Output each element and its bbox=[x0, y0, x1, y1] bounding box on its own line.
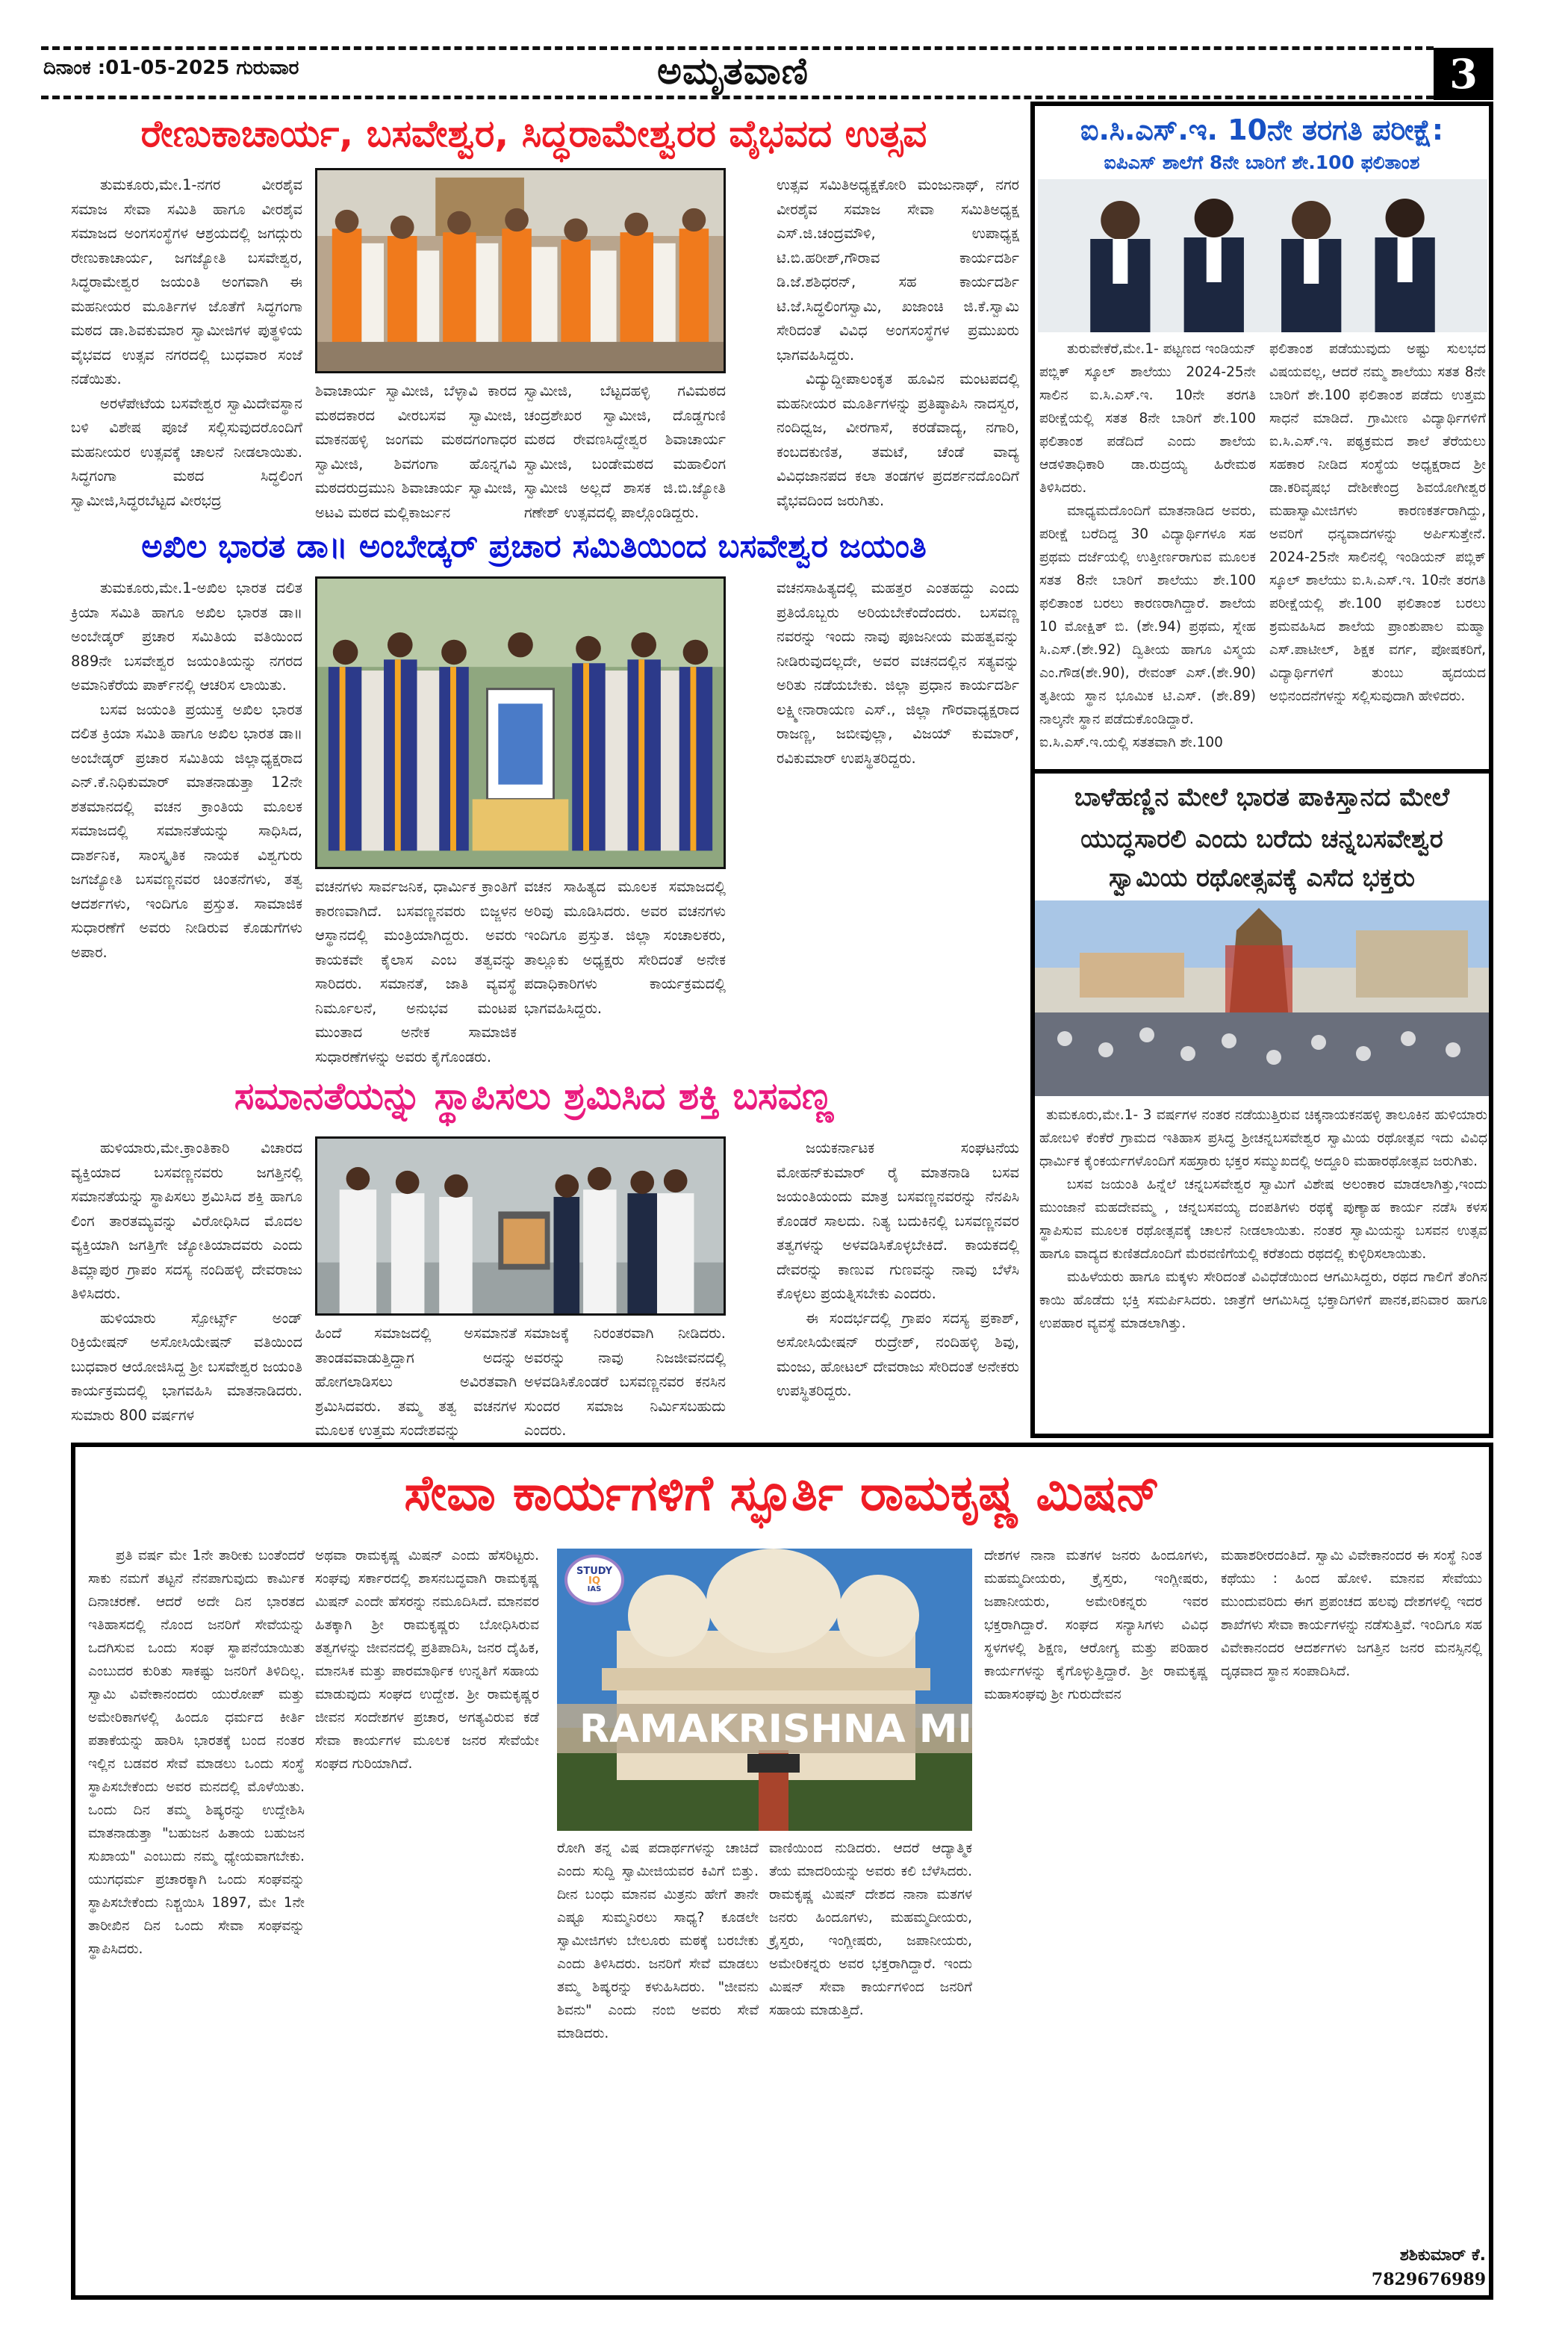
icse-col-1 bbox=[1039, 337, 1256, 763]
chenna-para-3: ಮಹಿಳೆಯರು ಹಾಗೂ ಮಕ್ಕಳು ಸೇರಿದಂತೆ ವಿವಿಧೆಡೆಯಿಂದ ಆಗಮಿಸಿದ್ದರು, ರಥದ ಗಾಲಿಗೆ ತೆಂಗಿನ ಕಾಯಿ ಹೊಡೆದು ಭಕ್ತಿ ಸಮರ್ಪಿಸಿದರು. ಜಾತ್ರೆಗೆ ಆಗಮಿಸಿದ್ದ ಭಕ್ತಾದಿಗಳಿಗೆ ಪಾನಕ,ಪನಿವಾರ ಹಾಗೂ ಉಪಹಾರ ವ್ಯವಸ್ಥೆ ಮಾಡಲಾಗಿತ್ತು. bbox=[1039, 1269, 1487, 1331]
icse-subheadline: ಐಪಿಎಸ್ ಶಾಲೆಗೆ 8ನೇ ಬಾರಿಗೆ ಶೇ.100 ಫಲಿತಾಂಶ bbox=[1104, 152, 1420, 173]
lead-col-2 bbox=[315, 379, 517, 521]
ambedkar-col-4-para: ವಚನಸಾಹಿತ್ಯದಲ್ಲಿ ಮಹತ್ತರ ಎಂತಹದ್ದು ಎಂದು ಪ್ರತಿಯೊಬ್ಬರು ಅರಿಯಬೇಕೆಂದೆಂದರು. ಬಸವಣ್ಣ ನವರನ್ನು ಇಂದು ನಾವು ಪೂಜನೀಯ ಮಹತ್ವವನ್ನು ನೀಡಿರುವುದಲ್ಲದೇ, ಅವರ ವಚನದಲ್ಲಿನ ಸತ್ಯವನ್ನು ಅರಿತು ನಡೆಯಬೇಕು. ಜಿಲ್ಲಾ ಪ್ರಧಾನ ಕಾರ್ಯದರ್ಶಿ ಲಕ್ಷ್ಮೀನಾರಾಯಣ ಎಸ್., ಜಿಲ್ಲಾ ಗೌರವಾಧ್ಯಕ್ಷರಾದ ರಾಜಣ್ಣ, ಜಬೀವುಲ್ಲಾ, ವಿಜಯ್ ಕುಮಾರ್, ರವಿಕುಮಾರ್ ಉಪಸ್ಥಿತರಿದ್ದರು. bbox=[777, 579, 1019, 767]
header-bottom-rule bbox=[41, 96, 1434, 99]
basavanna-col-4-para-1: ಜಯಕರ್ನಾಟಕ ಸಂಘಟನೆಯ ಮೋಹನ್‌ಕುಮಾರ್ ರೈ ಮಾತನಾಡಿ ಬಸವ ಜಯಂತಿಯಂದು ಮಾತ್ರ ಬಸವಣ್ಣನವರನ್ನು ನೆನಪಿಸಿ ಕೊಂಡರೆ ಸಾಲದು. ನಿತ್ಯ ಬದುಕಿನಲ್ಲಿ ಬಸವಣ್ಣನವರ ತತ್ವಗಳನ್ನು ಅಳವಡಿಸಿಕೊಳ್ಳಬೇಕಿದೆ. ಕಾಯಕದಲ್ಲಿ ದೇವರನ್ನು ಕಾಣುವ ಗುಣವನ್ನು ನಾವು ಬೆಳೆಸಿ ಕೊಳ್ಳಲು ಪ್ರಯತ್ನಿಸಬೇಕು ಎಂದರು. bbox=[777, 1139, 1019, 1302]
chenna-para-1: ತುಮಕೂರು,ಮೇ.1- 3 ವರ್ಷಗಳ ನಂತರ ನಡೆಯುತ್ತಿರುವ ಚಿಕ್ಕನಾಯಕನಹಳ್ಳಿ ತಾಲೂಕಿನ ಹುಳಿಯಾರು ಹೋಬಳಿ ಕೆಂಕೆರೆ ಗ್ರಾಮದ ಇತಿಹಾಸ ಪ್ರಸಿದ್ಧ ಶ್ರೀಚನ್ನಬಸವೇಶ್ವರ ಸ್ವಾಮಿಯ ರಥೋತ್ಸವ ಇದು ವಿವಿಧ ಧಾರ್ಮಿಕ ಕೈಂಕರ್ಯಗಳೊಂದಿಗೆ ಸಹಸ್ರಾರು ಭಕ್ತರ ಸಮ್ಮುಖದಲ್ಲಿ ಅದ್ದೂರಿ ಮಹಾರಥೋತ್ಸವ ಜರುಗಿತು. bbox=[1039, 1107, 1487, 1169]
ambedkar-col-1 bbox=[71, 576, 302, 1054]
logo-iq: IQ bbox=[588, 1575, 600, 1587]
ambedkar-col-4 bbox=[777, 576, 1019, 1054]
basavanna-event-photo bbox=[317, 1139, 724, 1313]
chenna-body bbox=[1039, 1104, 1487, 1432]
lead-col-1-para-2: ಅರಳೆಪೇಟೆಯ ಬಸವೇಶ್ವರ ಸ್ವಾಮಿದೇವಸ್ಥಾನ ಬಳಿ ವಿಶೇಷ ಪೂಜೆ ಸಲ್ಲಿಸುವುದರೊಂದಿಗೆ ಮಹನೀಯರ ಉತ್ಸವಕ್ಕೆ ಚಾಲನೆ ನೀಡಲಾಯಿತು. ಸಿದ್ಧಗಂಗಾ ಮಠದ ಸಿದ್ಧಲಿಂಗ ಸ್ವಾಮೀಜಿ,ಸಿದ್ಧರಬೆಟ್ಟದ ವೀರಭದ್ರ bbox=[71, 394, 302, 509]
ambedkar-headline: ಅಖಿಲ ಭಾರತ ಡಾ॥ ಅಂಬೇಡ್ಕರ್ ಪ್ರಚಾರ ಸಮಿತಿಯಿಂದ ಬಸವೇಶ್ವರ ಜಯಂತಿ bbox=[141, 528, 927, 565]
rk-phone: 7829676989 bbox=[1371, 2270, 1486, 2289]
issue-date: ದಿನಾಂಕ :01-05-2025 ಗುರುವಾರ bbox=[43, 57, 299, 79]
rk-col-2 bbox=[315, 1544, 539, 2291]
lead-col-2-para: ಶಿವಾಚಾರ್ಯ ಸ್ವಾಮೀಜಿ, ಬೆಳ್ಳಾವಿ ಕಾರದ ಮಠದಕಾರದ ವೀರಬಸವ ಸ್ವಾಮೀಜಿ, ಮಾಕನಹಳ್ಳಿ ಜಂಗಮ ಮಠದಗಂಗಾಧರ ಸ್ವಾಮೀಜಿ, ಶಿವಗಂಗಾ ಹೊನ್ನಗವಿ ಮಠದರುದ್ರಮುನಿ ಶಿವಾಚಾರ್ಯ ಸ್ವಾಮೀಜಿ, ಅಟವಿ ಮಠದ ಮಲ್ಲಿಕಾರ್ಜುನ bbox=[315, 382, 517, 521]
page-number: 3 bbox=[1434, 48, 1493, 100]
ramakrishna-image-banner: RAMAKRISHNA MISSION bbox=[579, 1707, 1107, 1752]
ambedkar-col-1-para-1: ತುಮಕೂರು,ಮೇ.1-ಅಖಿಲ ಭಾರತ ದಲಿತ ಕ್ರಿಯಾ ಸಮಿತಿ ಹಾಗೂ ಅಖಿಲ ಭಾರತ ಡಾ॥ ಅಂಬೇಡ್ಕರ್ ಪ್ರಚಾರ ಸಮಿತಿಯ ವತಿಯಿಂದ 889ನೇ ಬಸವೇಶ್ವರ ಜಯಂತಿಯನ್ನು ನಗರದ ಅಮಾನಿಕೆರೆಯ ಪಾರ್ಕ್‌ನಲ್ಲಿ ಆಚರಿಸ ಲಾಯಿತು. bbox=[71, 579, 302, 694]
basavanna-col-2-para: ಹಿಂದೆ ಸಮಾಜದಲ್ಲಿ ಅಸಮಾನತೆ ತಾಂಡವವಾಡುತ್ತಿದ್ದಾಗ ಅದನ್ನು ಹೋಗಲಾಡಿಸಲು ಅವಿರತವಾಗಿ ಶ್ರಮಿಸಿದವರು. ತಮ್ಮ ತತ್ವ ವಚನಗಳ ಮೂಲಕ ಉತ್ತಮ ಸಂದೇಶವನ್ನು bbox=[315, 1325, 517, 1439]
basavanna-col-1-para-1: ಹುಳಿಯಾರು,ಮೇ.ಕ್ರಾಂತಿಕಾರಿ ವಿಚಾರದ ವ್ಯಕ್ತಿಯಾದ ಬಸವಣ್ಣನವರು ಜಗತ್ತಿನಲ್ಲಿ ಸಮಾನತೆಯನ್ನು ಸ್ಥಾಪಿಸಲು ಶ್ರಮಿಸಿದ ಶಕ್ತಿ ಹಾಗೂ ಲಿಂಗ ತಾರತಮ್ಯವನ್ನು ವಿರೋಧಿಸಿದ ಮೊದಲ ವ್ಯಕ್ತಿಯಾಗಿ ಜಗತ್ತಿಗೇ ಜ್ಯೋತಿಯಾದವರು ಎಂದು ತಿಮ್ಲಾಪುರ ಗ್ರಾಪಂ ಸದಸ್ಯ ನಂದಿಹಳ್ಳಿ ದೇವರಾಜು ತಿಳಿಸಿದರು. bbox=[71, 1139, 302, 1302]
icse-col-1-para-2: ಮಾಧ್ಯಮದೊಂದಿಗೆ ಮಾತನಾಡಿದ ಅವರು, ಪರೀಕ್ಷೆ ಬರೆದಿದ್ದ 30 ವಿದ್ಯಾರ್ಥಿಗಳೂ ಸಹ ಪ್ರಥಮ ದರ್ಜೆಯಲ್ಲಿ ಉತ್ತೀರ್ಣರಾಗುವ ಮೂಲಕ ಸತತ 8ನೇ ಬಾರಿಗೆ ಶಾಲೆಯು ಶೇ.100 ಫಲಿತಾಂಶ ಬರಲು ಕಾರಣರಾಗಿದ್ದಾರೆ. ಶಾಲೆಯ 10 ಮೋಕ್ಷಿತ್ ಬಿ. (ಶೇ.94) ಪ್ರಥಮ, ಸ್ನೇಹ ಸಿ.ಎಸ್.(ಶೇ.92) ದ್ವಿತೀಯ ಹಾಗೂ ವಿಸ್ಮಯ ಎಂ.ಗೌಡ(ಶೇ.90), ರೇವಂತ್ ಎಸ್.(ಶೇ.90) ತೃತೀಯ ಸ್ಥಾನ ಭೂಮಿಕ ಟಿ.ಎಸ್. (ಶೇ.89) ನಾಲ್ಕನೇ ಸ್ಥಾನ ಪಡೆದುಕೊಂಡಿದ್ದಾರೆ. bbox=[1039, 503, 1256, 727]
masthead: ಅಮೃತವಾಣಿ bbox=[657, 49, 809, 93]
ambedkar-col-2 bbox=[315, 875, 517, 1065]
chariot-festival-photo bbox=[1035, 900, 1489, 1096]
lead-col-4-para-2: ವಿದ್ಯುದ್ದೀಪಾಲಂಕೃತ ಹೂವಿನ ಮಂಟಪದಲ್ಲಿ ಮಹನೀಯರ ಮೂರ್ತಿಗಳನ್ನು ಪ್ರತಿಷ್ಠಾಪಿಸಿ ನಾದಸ್ವರ, ನಂದಿಧ್ವಜ, ವೀರಗಾಸೆ, ಕರಡೆವಾದ್ಯ, ನಗಾರಿ, ಕಂಬದಕುಣಿತ, ತಮಟೆ, ಚೆಂಡೆ ವಾದ್ಯ ವಿವಿಧಜಾನಪದ ಕಲಾ ತಂಡಗಳ ಪ್ರದರ್ಶನದೊಂದಿಗೆ ವೈಭವದಿಂದ ಜರುಗಿತು. bbox=[777, 370, 1019, 509]
rk-col-2-para: ಅಥವಾ ರಾಮಕೃಷ್ಣ ಮಿಷನ್ ಎಂದು ಹೆಸರಿಟ್ಟರು. ಸಂಘವು ಸರ್ಕಾರದಲ್ಲಿ ಶಾಸನಬದ್ಧವಾಗಿ ರಾಮಕೃಷ್ಣ ಮಿಷನ್ ಎಂದೇ ಹೆಸರನ್ನು ನಮೂದಿಸಿದೆ. ಮಾನವರ ಹಿತಕ್ಕಾಗಿ ಶ್ರೀ ರಾಮಕೃಷ್ಣರು ಬೋಧಿಸಿರುವ ತತ್ವಗಳನ್ನು ಜೀವನದಲ್ಲಿ ಪ್ರತಿಪಾದಿಸಿ, ಜನರ ದೈಹಿಕ, ಮಾನಸಿಕ ಮತ್ತು ಪಾರಮಾರ್ಥಿಕ ಉನ್ನತಿಗೆ ಸಹಾಯ ಮಾಡುವುದು ಸಂಘದ ಉದ್ದೇಶ. ಶ್ರೀ ರಾಮಕೃಷ್ಣರ ಜೀವನ ಸಂದೇಶಗಳ ಪ್ರಚಾರ, ಅಗತ್ಯವಿರುವ ಕಡೆ ಸೇವಾ ಕಾರ್ಯಗಳ ಮೂಲಕ ಜನರ ಸೇವೆಯೇ ಸಂಘದ ಗುರಿಯಾಗಿದೆ. bbox=[315, 1548, 539, 1772]
rk-col-4 bbox=[769, 1837, 972, 2291]
rk-col-6-para: ಮಹಾಶರೀರದಂತಿದೆ. ಸ್ವಾಮಿ ವಿವೇಕಾನಂದರ ಈ ಸಂಸ್ಥೆ ನಿಂತ ಕಥೆಯು : ಹಿಂದ ಹೋಳಿ. ಮಾನವ ಸೇವೆಯು ಮುಂದುವರಿದು ಈಗ ಪ್ರಪಂಚದ ಹಲವು ದೇಶಗಳಲ್ಲಿ ಇದರ ಶಾಖೆಗಳು ಸೇವಾ ಕಾರ್ಯಗಳನ್ನು ನಡೆಸುತ್ತಿವೆ. ಇಂದಿಗೂ ಸಹ ವಿವೇಕಾನಂದರ ಆದರ್ಶಗಳು ಜಗತ್ತಿನ ಜನರ ಮನಸ್ಸಿನಲ್ಲಿ ದೃಢವಾದ ಸ್ಥಾನ ಸಂಪಾದಿಸಿದೆ. bbox=[1221, 1548, 1482, 1679]
rk-col-1-para: ಪ್ರತಿ ವರ್ಷ ಮೇ 1ನೇ ತಾರೀಕು ಬಂತೆಂದರೆ ಸಾಕು ನಮಗೆ ತಟ್ಟನೆ ನೆನಪಾಗುವುದು ಕಾರ್ಮಿಕ ದಿನಾಚರಣೆ. ಆದರೆ ಅದೇ ದಿನ ಭಾರತದ ಇತಿಹಾಸದಲ್ಲಿ ನೊಂದ ಜನರಿಗೆ ಸೇವೆಯನ್ನು ಒದಗಿಸುವ ಒಂದು ಸಂಘ ಸ್ಥಾಪನೆಯಾಯಿತು ಎಂಬುದರ ಕುರಿತು ಸಾಕಷ್ಟು ಜನರಿಗೆ ತಿಳಿದಿಲ್ಲ. ಸ್ವಾಮಿ ವಿವೇಕಾನಂದರು ಯುರೋಪ್ ಮತ್ತು ಅಮೇರಿಕಾಗಳಲ್ಲಿ ಹಿಂದೂ ಧರ್ಮದ ಕೀರ್ತಿ ಪತಾಕೆಯನ್ನು ಹಾರಿಸಿ ಭಾರತಕ್ಕೆ ಬಂದ ನಂತರ ಇಲ್ಲಿನ ಬಡವರ ಸೇವೆ ಮಾಡಲು ಒಂದು ಸಂಸ್ಥೆ ಸ್ಥಾಪಿಸಬೇಕೆಂದು ಅವರ ಮನದಲ್ಲಿ ಮೊಳೆಯಿತು. ಒಂದು ದಿನ ತಮ್ಮ ಶಿಷ್ಯರನ್ನು ಉದ್ದೇಶಿಸಿ ಮಾತನಾಡುತ್ತಾ "ಬಹುಜನ ಹಿತಾಯ ಬಹುಜನ ಸುಖಾಯ" ಎಂಬುದು ನಮ್ಮ ಧ್ಯೇಯವಾಗಬೇಕು. ಯುಗಧರ್ಮ ಪ್ರಚಾರಕ್ಕಾಗಿ ಒಂದು ಸಂಘವನ್ನು ಸ್ಥಾಪಿಸಬೇಕೆಂದು ನಿಶ್ಚಯಿಸಿ 1897, ಮೇ 1ನೇ ತಾರೀಖಿನ ದಿನ ಒಂದು ಸೇವಾ ಸಂಘವನ್ನು ಸ್ಥಾಪಿಸಿದರು. bbox=[88, 1548, 305, 1957]
icse-headline: ಐ.ಸಿ.ಎಸ್.ಇ. 10ನೇ ತರಗತಿ ಪರೀಕ್ಷೆ: bbox=[1080, 113, 1444, 146]
ambedkar-col-2-para: ವಚನಗಳು ಸಾರ್ವಜನಿಕ, ಧಾರ್ಮಿಕ ಕ್ರಾಂತಿಗೆ ಕಾರಣವಾಗಿದೆ. ಬಸವಣ್ಣನವರು ಬಿಜ್ಜಳನ ಆಸ್ಥಾನದಲ್ಲಿ ಮಂತ್ರಿಯಾಗಿದ್ದರು. ಅವರು ಕಾಯಕವೇ ಕೈಲಾಸ ಎಂಬ ತತ್ವವನ್ನು ಸಾರಿದರು. ಸಮಾನತೆ, ಜಾತಿ ವ್ಯವಸ್ಥೆ ನಿರ್ಮೂಲನೆ, ಅನುಭವ ಮಂಟಪ ಮುಂತಾದ ಅನೇಕ ಸಾಮಾಜಿಕ ಸುಧಾರಣೆಗಳನ್ನು ಅವರು ಕೈಗೊಂಡರು. bbox=[315, 878, 517, 1065]
basavanna-photo bbox=[315, 1136, 726, 1316]
lead-col-1 bbox=[71, 173, 302, 509]
lead-col-4 bbox=[777, 173, 1019, 509]
logo-ias: IAS bbox=[587, 1585, 602, 1593]
ambedkar-photo bbox=[315, 576, 726, 869]
ambedkar-col-3 bbox=[524, 875, 726, 1054]
studyiq-logo bbox=[564, 1555, 624, 1605]
rk-col-1 bbox=[88, 1544, 305, 2291]
icse-students-photo bbox=[1038, 179, 1487, 332]
lead-col-3 bbox=[524, 379, 726, 521]
lead-photo bbox=[315, 168, 726, 373]
lead-col-4-para-1: ಉತ್ಸವ ಸಮಿತಿಅಧ್ಯಕ್ಷಕೋರಿ ಮಂಜುನಾಥ್, ನಗರ ವೀರಶೈವ ಸಮಾಜ ಸೇವಾ ಸಮಿತಿಅಧ್ಯಕ್ಷ ಎಸ್.ಜಿ.ಚಂದ್ರಮೌಳಿ, ಉಪಾಧ್ಯಕ್ಷ ಟಿ.ಬಿ.ಹರೀಶ್,ಗೌರಾವ ಕಾರ್ಯದರ್ಶಿ ಡಿ.ಜೆ.ಶಶಿಧರನ್, ಸಹ ಕಾರ್ಯದರ್ಶಿ ಟಿ.ಜೆ.ಸಿದ್ಧಲಿಂಗಸ್ವಾಮಿ, ಖಜಾಂಚಿ ಜಿ.ಕೆ.ಸ್ವಾಮಿ ಸೇರಿದಂತೆ ವಿವಿಧ ಅಂಗಸಂಸ್ಥೆಗಳ ಪ್ರಮುಖರು ಭಾಗವಹಿಸಿದ್ದರು. bbox=[777, 176, 1019, 364]
right-box-divider bbox=[1030, 769, 1493, 774]
icse-col-2-para: ಫಲಿತಾಂಶ ಪಡೆಯುವುದು ಅಷ್ಟು ಸುಲಭದ ವಿಷಯವಲ್ಲ, ಆದರೆ ನಮ್ಮ ಶಾಲೆಯು ಸತತ 8ನೇ ಬಾರಿಗೆ ಶೇ.100 ಫಲಿತಾಂಶ ಪಡೆದು ಉತ್ತಮ ಸಾಧನೆ ಮಾಡಿದೆ. ಗ್ರಾಮೀಣ ವಿದ್ಯಾರ್ಥಿಗಳಿಗೆ ಐ.ಸಿ.ಎಸ್.ಇ. ಪಠ್ಯಕ್ರಮದ ಶಾಲೆ ತೆರೆಯಲು ಸಹಕಾರ ನೀಡಿದ ಸಂಸ್ಥೆಯ ಅಧ್ಯಕ್ಷರಾದ ಶ್ರೀ ಡಾ.ಕರಿವೃಷಭ ದೇಶೀಕೇಂದ್ರ ಶಿವಯೋಗೀಶ್ವರ ಮಹಾಸ್ವಾಮೀಜಿಗಳು ಕಾರಣಕರ್ತರಾಗಿದ್ದು, ಅವರಿಗೆ ಧನ್ಯವಾದಗಳನ್ನು ಅರ್ಪಿಸುತ್ತೇನೆ. 2024-25ನೇ ಸಾಲಿನಲ್ಲಿ ಇಂಡಿಯನ್ ಪಬ್ಲಿಕ್ ಸ್ಕೂಲ್ ಶಾಲೆಯು ಐ.ಸಿ.ಎಸ್.ಇ. 10ನೇ ತರಗತಿ ಪರೀಕ್ಷೆಯಲ್ಲಿ ಶೇ.100 ಫಲಿತಾಂಶ ಬರಲು ಶ್ರಮವಹಿಸಿದ ಶಾಲೆಯ ಪ್ರಾಂಶುಪಾಲ ಮಹ್ಮಾ ಎಸ್.ಪಾಟೀಲ್, ಶಿಕ್ಷಕ ವರ್ಗ, ಪೋಷಕರಿಗೆ, ವಿದ್ಯಾರ್ಥಿಗಳಿಗೆ ತುಂಬು ಹೃದಯದ ಅಭಿನಂದನೆಗಳನ್ನು ಸಲ್ಲಿಸುವುದಾಗಿ ಹೇಳಿದರು. bbox=[1269, 341, 1486, 704]
chenna-headline-line-3: ಸ್ವಾಮಿಯ ರಥೋತ್ಸವಕ್ಕೆ ಎಸೆದ ಭಕ್ತರು bbox=[1109, 863, 1415, 893]
basavanna-col-3 bbox=[524, 1322, 726, 1439]
toppers-photo bbox=[1038, 179, 1487, 332]
basavanna-col-4-para-2: ಈ ಸಂದರ್ಭದಲ್ಲಿ ಗ್ರಾಪಂ ಸದಸ್ಯ ಪ್ರಕಾಶ್, ಅಸೋಸಿಯೇಷನ್ ರುದ್ರೇಶ್, ನಂದಿಹಳ್ಳಿ ಶಿವು, ಮಂಜು, ಹೋಟಲ್ ದೇವರಾಜು ಸೇರಿದಂತೆ ಅನೇಕರು ಉಪಸ್ಥಿತರಿದ್ದರು. bbox=[777, 1309, 1019, 1399]
ramakrishna-headline: ಸೇವಾ ಕಾರ್ಯಗಳಿಗೆ ಸ್ಫೂರ್ತಿ ರಾಮಕೃಷ್ಣ ಮಿಷನ್ bbox=[404, 1464, 1160, 1522]
lead-col-3-para: ಸ್ವಾಮೀಜಿ, ಬೆಟ್ಟದಹಳ್ಳಿ ಗವಿಮಠದ ಚಂದ್ರಶೇಖರ ಸ್ವಾಮೀಜಿ, ದೊಡ್ಡಗುಣಿ ಮಠದ ರೇವಣಸಿದ್ದೇಶ್ವರ ಶಿವಾಚಾರ್ಯ ಸ್ವಾಮೀಜಿ, ಬಂಡೇಮಠದ ಮಹಾಲಿಂಗ ಸ್ವಾಮೀಜಿ ಅಲ್ಲದೆ ಶಾಸಕ ಜಿ.ಬಿ.ಜ್ಯೋತಿ ಗಣೇಶ್ ಉತ್ಸವದಲ್ಲಿ ಪಾಲ್ಗೊಂಡಿದ್ದರು. bbox=[524, 382, 726, 521]
basavanna-headline: ಸಮಾನತೆಯನ್ನು ಸ್ಥಾಪಿಸಲು ಶ್ರಮಿಸಿದ ಶಕ್ತಿ ಬಸವಣ್ಣ bbox=[234, 1074, 834, 1118]
ambedkar-col-1-para-2: ಬಸವ ಜಯಂತಿ ಪ್ರಯುಕ್ತ ಅಖಿಲ ಭಾರತ ದಲಿತ ಕ್ರಿಯಾ ಸಮಿತಿ ಹಾಗೂ ಅಖಿಲ ಭಾರತ ಡಾ॥ ಅಂಬೇಡ್ಕರ್ ಪ್ರಚಾರ ಸಮಿತಿಯ ಜಿಲ್ಲಾಧ್ಯಕ್ಷರಾದ ಎನ್.ಕೆ.ನಿಧಿಕುಮಾರ್ ಮಾತನಾಡುತ್ತಾ 12ನೇ ಶತಮಾನದಲ್ಲಿ ವಚನ ಕ್ರಾಂತಿಯ ಮೂಲಕ ಸಮಾಜದಲ್ಲಿ ಸಮಾನತೆಯನ್ನು ಸಾಧಿಸಿದ, ದಾರ್ಶನಿಕ, ಸಾಂಸ್ಕೃತಿಕ ನಾಯಕ ವಿಶ್ವಗುರು ಜಗಜ್ಯೋತಿ ಬಸವಣ್ಣನವರ ಚಿಂತನೆಗಳು, ತತ್ವ ಆದರ್ಶಗಳು, ಇಂದಿಗೂ ಪ್ರಸ್ತುತ. ಸಾಮಾಜಿಕ ಸುಧಾರಣೆಗೆ ಅವರು ನೀಡಿರುವ ಕೊಡುಗೆಗಳು ಅಪಾರ. bbox=[71, 700, 302, 961]
logo-study: STUDY bbox=[576, 1566, 613, 1577]
lead-headline: ರೇಣುಕಾಚಾರ್ಯ, ಬಸವೇಶ್ವರ, ಸಿದ್ಧರಾಮೇಶ್ವರರ ವೈಭವದ ಉತ್ಸವ bbox=[140, 112, 927, 155]
basavanna-col-1-para-2: ಹುಳಿಯಾರು ಸ್ಪೋರ್ಟ್ಸ್ ಅಂಡ್ ರಿಕ್ರಿಯೇಷನ್ ಅಸೋಸಿಯೇಷನ್ ವತಿಯಿಂದ ಬುಧವಾರ ಆಯೋಜಿಸಿದ್ದ ಶ್ರೀ ಬಸವೇಶ್ವರ ಜಯಂತಿ ಕಾರ್ಯಕ್ರಮದಲ್ಲಿ ಭಾಗವಹಿಸಿ ಮಾತನಾಡಿದರು. ಸುಮಾರು 800 ವರ್ಷಗಳ bbox=[71, 1309, 302, 1424]
rk-col-3 bbox=[557, 1837, 759, 2291]
ambedkar-col-3-para: ವಚನ ಸಾಹಿತ್ಯದ ಮೂಲಕ ಸಮಾಜದಲ್ಲಿ ಅರಿವು ಮೂಡಿಸಿದರು. ಅವರ ವಚನಗಳು ಇಂದಿಗೂ ಪ್ರಸ್ತುತ. ಜಿಲ್ಲಾ ಸಂಚಾಲಕರು, ತಾಲ್ಲೂಕು ಅಧ್ಯಕ್ಷರು ಸೇರಿದಂತೆ ಅನೇಕ ಪದಾಧಿಕಾರಿಗಳು ಕಾರ್ಯಕ್ರಮದಲ್ಲಿ ಭಾಗವಹಿಸಿದ್ದರು. bbox=[524, 878, 726, 1017]
icse-col-2 bbox=[1269, 337, 1486, 763]
jayanti-group-photo bbox=[317, 579, 724, 867]
basavanna-col-1 bbox=[71, 1136, 302, 1435]
rk-author: ಶಶಿಕುಮಾರ್ ಕೆ. bbox=[1399, 2246, 1486, 2265]
icse-col-1-para-1: ತುರುವೇಕೆರೆ,ಮೇ.1- ಪಟ್ಟಣದ ಇಂಡಿಯನ್ ಪಬ್ಲಿಕ್ ಸ್ಕೂಲ್ ಶಾಲೆಯು 2024-25ನೇ ಸಾಲಿನ ಐ.ಸಿ.ಎಸ್.ಇ. 10ನೇ ತರಗತಿ ಪರೀಕ್ಷೆಯಲ್ಲಿ ಸತತ 8ನೇ ಬಾರಿಗೆ ಶೇ.100 ಫಲಿತಾಂಶ ಪಡೆದಿದೆ ಎಂದು ಶಾಲೆಯ ಆಡಳಿತಾಧಿಕಾರಿ ಡಾ.ರುದ್ರಯ್ಯ ಹಿರೇಮಠ ತಿಳಿಸಿದರು. bbox=[1039, 341, 1256, 496]
icse-col-1-para-3: ಐ.ಸಿ.ಎಸ್.ಇ.ಯಲ್ಲಿ ಸತತವಾಗಿ ಶೇ.100 bbox=[1039, 735, 1223, 750]
lead-col-1-para-1: ತುಮಕೂರು,ಮೇ.1-ನಗರ ವೀರಶೈವ ಸಮಾಜ ಸೇವಾ ಸಮಿತಿ ಹಾಗೂ ವೀರಶೈವ ಸಮಾಜದ ಅಂಗಸಂಸ್ಥೆಗಳ ಆಶ್ರಯದಲ್ಲಿ ಜಗದ್ಗುರು ರೇಣುಕಾಚಾರ್ಯ, ಜಗಜ್ಯೋತಿ ಬಸವೇಶ್ವರ, ಸಿದ್ಧರಾಮೇಶ್ವರ ಜಯಂತಿ ಅಂಗವಾಗಿ ಈ ಮಹನೀಯರ ಮೂರ್ತಿಗಳ ಜೊತೆಗೆ ಸಿದ್ಧಗಂಗಾ ಮಠದ ಡಾ.ಶಿವಕುಮಾರ ಸ್ವಾಮೀಜಿಗಳ ಪುತ್ಥಳಿಯ ವೈಭವದ ಉತ್ಸವ ನಗರದಲ್ಲಿ ಬುಧವಾರ ಸಂಜೆ ನಡೆಯಿತು. bbox=[71, 176, 302, 388]
basavanna-col-3-para: ಸಮಾಜಕ್ಕೆ ನಿರಂತರವಾಗಿ ನೀಡಿದರು. ಅವರನ್ನು ನಾವು ನಿಜಜೀವನದಲ್ಲಿ ಅಳವಡಿಸಿಕೊಂಡರೆ ಬಸವಣ್ಣನವರ ಕನಸಿನ ಸುಂದರ ಸಮಾಜ ನಿರ್ಮಿಸಬಹುದು ಎಂದರು. bbox=[524, 1325, 726, 1439]
rk-col-3-para: ರೋಗಿ ತನ್ನ ವಿಷ ಪದಾರ್ಥಗಳನ್ನು ಚಾಚಿದೆ ಎಂದು ಸುದ್ದಿ ಸ್ವಾಮೀಜಿಯವರ ಕಿವಿಗೆ ಬಿತ್ತು. ದೀನ ಬಂಧು ಮಾನವ ಮಿತ್ರನು ಹೇಗೆ ತಾನೇ ಎಷ್ಟೂ ಸುಮ್ಮನಿರಲು ಸಾಧ್ಯ? ಕೂಡಲೇ ಸ್ವಾಮೀಜಿಗಳು ಬೇಲೂರು ಮಠಕ್ಕೆ ಬರಬೇಕು ಎಂದು ತಿಳಿಸಿದರು. ಜನರಿಗೆ ಸೇವೆ ಮಾಡಲು ತಮ್ಮ ಶಿಷ್ಯರನ್ನು ಕಳುಹಿಸಿದರು. "ಜೀವನು ಶಿವನು" ಎಂದು ನಂಬಿ ಅವರು ಸೇವೆ ಮಾಡಿದರು. bbox=[557, 1841, 759, 2041]
chenna-para-2: ಬಸವ ಜಯಂತಿ ಹಿನ್ನೆಲೆ ಚನ್ನಬಸವೇಶ್ವರ ಸ್ವಾಮಿಗೆ ವಿಶೇಷ ಅಲಂಕಾರ ಮಾಡಲಾಗಿತ್ತು,ಇಂದು ಮುಂಜಾನೆ ಮಹದೇವಮ್ಮ , ಚನ್ನಬಸವಯ್ಯ ದಂಪತಿಗಳು ರಥಕ್ಕೆ ಪುಣ್ಯಾಹ ಕಾರ್ಯ ನಡೆಸಿ ಕಳಸ ಸ್ಥಾಪಿಸುವ ಮೂಲಕ ರಥೋತ್ಸವಕ್ಕೆ ಚಾಲನೆ ನೀಡಲಾಯಿತು. ನಂತರ ಸ್ವಾಮಿಯನ್ನು ಬಸವನ ಉತ್ಸವ ಹಾಗೂ ವಾದ್ಯದ ಕುಣಿತದೊಂದಿಗೆ ಮೆರವಣಿಗೆಯಲ್ಲಿ ಕರೆತಂದು ರಥದಲ್ಲಿ ಕುಳ್ಳಿರಿಸಲಾಯಿತು. bbox=[1039, 1177, 1487, 1262]
basavanna-col-2 bbox=[315, 1322, 517, 1439]
chariot-crowd-photo bbox=[1035, 900, 1489, 1096]
chenna-headline-line-1: ಬಾಳೆಹಣ್ಣಿನ ಮೇಲೆ ಭಾರತ ಪಾಕಿಸ್ತಾನದ ಮೇಲೆ bbox=[1074, 783, 1450, 812]
rk-col-6 bbox=[1221, 1544, 1482, 2239]
rk-col-4-para: ವಾಣಿಯಿಂದ ನುಡಿದರು. ಆದರೆ ಆದ್ಯಾತ್ಮಿಕ ತೆಯ ಮಾದರಿಯನ್ನು ಅವರು ಕಲಿ ಬೆಳೆಸಿದರು. ರಾಮಕೃಷ್ಣ ಮಿಷನ್ ದೇಶದ ನಾನಾ ಮತಗಳ ಜನರು ಹಿಂದೂಗಳು, ಮಹಮ್ಮದೀಯರು, ಕ್ರೈಸ್ತರು, ಇಂಗ್ಲೀಷರು, ಜಪಾನೀಯರು, ಅಮೇರಿಕನ್ನರು ಅವರ ಭಕ್ತರಾಗಿದ್ದಾರೆ. ಇಂದು ಮಿಷನ್ ಸೇವಾ ಕಾರ್ಯಗಳಿಂದ ಜನರಿಗೆ ಸಹಾಯ ಮಾಡುತ್ತಿದೆ. bbox=[769, 1841, 972, 2018]
rk-col-5-para: ದೇಶಗಳ ನಾನಾ ಮತಗಳ ಜನರು ಹಿಂದೂಗಳು, ಮಹಮ್ಮದೀಯರು, ಕ್ರೈಸ್ತರು, ಇಂಗ್ಲೀಷರು, ಜಪಾನೀಯರು, ಅಮೇರಿಕನ್ನರು ಇವರ ಭಕ್ತರಾಗಿದ್ದಾರೆ. ಸಂಘದ ಸನ್ಯಾಸಿಗಳು ವಿವಿಧ ಸ್ಥಳಗಳಲ್ಲಿ ಶಿಕ್ಷಣ, ಆರೋಗ್ಯ ಮತ್ತು ಪರಿಹಾರ ಕಾರ್ಯಗಳನ್ನು ಕೈಗೊಳ್ಳುತ್ತಿದ್ದಾರೆ. ಶ್ರೀ ರಾಮಕೃಷ್ಣ ಮಹಾಸಂಘವು ಶ್ರೀ ಗುರುದೇವನ bbox=[984, 1548, 1208, 1702]
rk-col-5 bbox=[984, 1544, 1208, 2291]
chenna-headline-line-2: ಯುದ್ಧಸಾರಲಿ ಎಂದು ಬರೆದು ಚನ್ನಬಸವೇಶ್ವರ bbox=[1080, 824, 1443, 854]
procession-group-photo bbox=[317, 170, 724, 371]
basavanna-col-4 bbox=[777, 1136, 1019, 1435]
